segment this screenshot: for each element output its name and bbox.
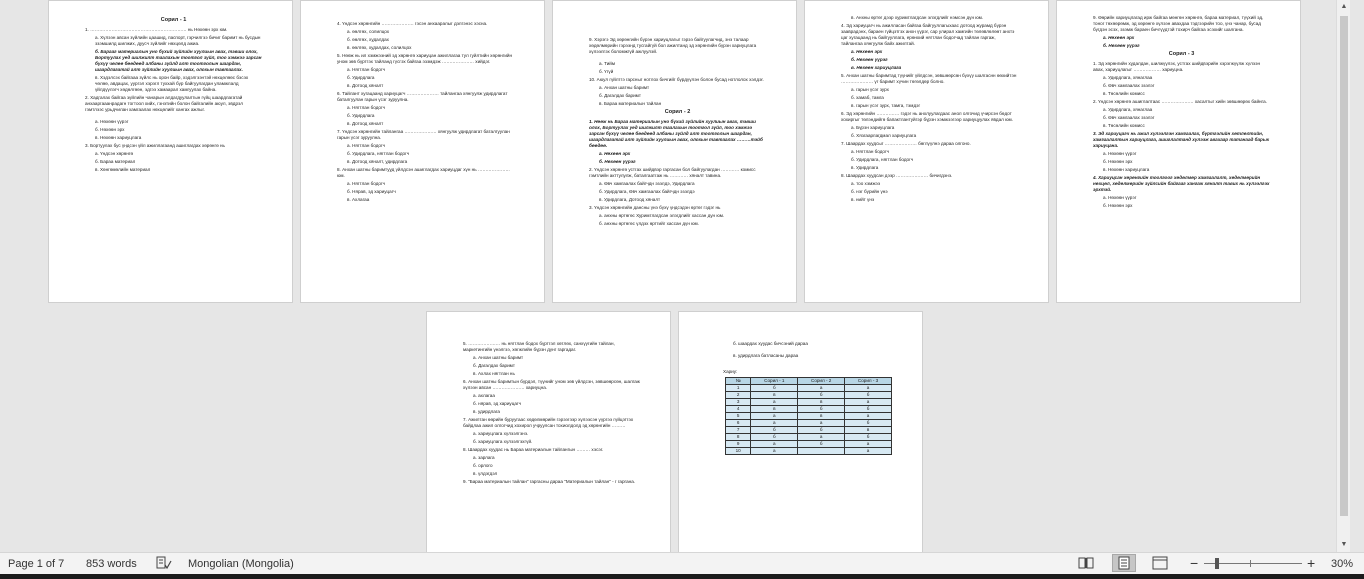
answer-option: в. Дотоод хяналт	[347, 121, 384, 126]
document-page-5[interactable]	[1056, 0, 1301, 303]
zoom-in-icon[interactable]: +	[1307, 555, 1316, 571]
answer-option: в. удирдлага	[473, 409, 500, 414]
table-header-cell: №	[726, 378, 751, 385]
question: 2. Үндсэн хөрөнгө ашиглалтаас ………………… хасалтыг хийн зөвшөөрөх байнга.	[1093, 99, 1267, 104]
answer-option: б. Удирдлага, нягтлан бодогч	[851, 157, 914, 162]
answer-option: в. Удирдлага, Дотоод хяналт	[599, 197, 661, 202]
table-cell: а	[845, 448, 892, 455]
table-cell: б	[798, 406, 845, 413]
answer-option: б. Удирдлага, Өвч хамгаалах байгчдн эзэлдэ	[599, 189, 695, 194]
table-cell: б	[845, 434, 892, 441]
test-title: Сорил - 3	[1168, 51, 1195, 57]
answer-option: а. Анхан шатны баримт	[473, 355, 524, 360]
test-title: Сорил - 2	[664, 109, 691, 115]
answer-option: а. Нягтлан бодогч	[347, 105, 386, 110]
answer-option: б. орлого	[473, 463, 493, 468]
table-cell: а	[751, 399, 798, 406]
table-cell: 3	[726, 399, 751, 406]
answer-option: б. хамаб, тамга	[851, 95, 884, 100]
question: 4. Үндсэн хөрөнгийн ………………… гэсэн анхааралыг дэлгэнэс хэсна.	[337, 21, 488, 26]
table-header-cell: Сорил - 3	[845, 378, 892, 385]
table-cell: а	[845, 385, 892, 392]
read-mode-icon[interactable]	[1078, 556, 1094, 573]
table-row	[726, 392, 892, 399]
table-cell: а	[798, 434, 845, 441]
answer-option: б. хариуцлага хүлээлгэхгүй.	[473, 439, 533, 444]
table-cell	[798, 448, 845, 455]
question: 7. Ажилтан өөрийн буруугаас хөдөлмөрийн гэрээгээр хүлээсэн үүргээ гүйцэтгэх байдлаа ажил олгогчид хохирол учруулсан тохиолдолд эд хөрөнгийн ………	[463, 417, 634, 428]
table-row	[726, 427, 892, 434]
answer-option: а. өөлгөх, солилцох	[347, 29, 390, 34]
question: 5. Анхан шатны баримтад түүнийг үйлдсэн, зөвшөөрсөн бүхүү шалгаснн өөхийтэн ………………… үг баримт хүчин төгөлдөр болно.	[841, 73, 1017, 84]
question: 6. Эд хөрөнгийн …………… гэдэг нь анхлуулагдаас анол олгочид үчирсэн бөдот хохиргыг төлэндийгө бапактлантуйгэр бүрэн хэмжээгээр хариуцуулах явдал юм.	[841, 111, 1013, 122]
answer-option: в. Бараа материалын тайлан	[599, 101, 662, 106]
answer-key-label: Хариу:	[723, 369, 738, 374]
answer-option: б. өөлгөх, худалдах	[347, 37, 389, 42]
table-cell: б	[751, 385, 798, 392]
question: 2. Хадгалах байгаа зүйлийн чанарын алдагдуулалтын гүйц шаардлагатай анхааргааанрадагн тогтоол хийх, гэнэтийн болон байгалийн аюул, эвдрэл гэмтлээс урьдчилан хамгаалах нөхцөлийг хангах ажлыг.	[85, 95, 243, 112]
answer-option: в. Дотоод хяналт, удирдлага	[347, 159, 408, 164]
question: 9. Хэрэгэ Эд хөрөнгийн бүрэн хариуцлагыг гэрээ байгуулагчид, энэ талаар хөдөлмөрийн гэрээнд тусгайгүй бол ажилтанд эд хөрөнгийн бүрэн хариуцлага хүлээлгэх боломжгүй ажлуулэй.	[589, 37, 757, 54]
answer-option: б. анхны өртөгөс үлдэх өртгийг хассан дүн юм.	[599, 221, 699, 226]
answer-option: а. Хүлээн авсан зүйлийн цаашид, паспорт, гэрчилгээ бичиг баримт нь бусдын эзэмшилд шилжих, дуусч зүйлийг нөхцөлд ажиа.	[95, 35, 261, 46]
answer-option: б. Нөхөөн үүрэг	[851, 57, 888, 62]
answer-option: в. өөлгөх, худалдах, солилцох	[347, 45, 412, 50]
answer-option: а. Тийм	[599, 61, 616, 66]
table-cell: 2	[726, 392, 751, 399]
answer-option: а. Анхан шатны баримт	[599, 85, 650, 90]
question: 8. Шаардах хуудас нь Бараа материалын тайлангын ……… хэсэг.	[463, 447, 604, 452]
question: 6. Тайлант хугацаанд хариуцагч ………………… тайлангаа хянгуулж удирдлагат баталгуулан гарын үсэг зуруулна.	[337, 91, 508, 102]
answer-option: а. Нөхөөн эрх	[599, 151, 631, 156]
scrollbar-thumb[interactable]	[1340, 16, 1348, 516]
table-cell: а	[845, 441, 892, 448]
answer-option: б. нярав, эд хариуцагч	[473, 401, 521, 406]
table-cell: 6	[726, 420, 751, 427]
answer-option: б. Нярав, эд хариуцагч	[347, 189, 396, 194]
answer-option: а. Нягтлан бодогч	[347, 143, 386, 148]
document-page-3[interactable]	[552, 0, 797, 303]
scroll-up-icon[interactable]: ▲	[1340, 3, 1348, 10]
answer-option: а. Нөхөөн үүрэг	[1103, 195, 1137, 200]
zoom-out-icon[interactable]: −	[1190, 555, 1199, 571]
answer-option: в. гарын үсэг зурх, тамга, тэмдэг	[851, 103, 921, 108]
question: 1. ……………………………………………………… нь Нөхөөн эрх юм.	[85, 27, 228, 32]
table-cell: 1	[726, 385, 751, 392]
document-page-4[interactable]	[804, 0, 1049, 303]
answer-option: а. Нөхөөн үүрэг	[95, 119, 129, 124]
table-cell: в	[798, 399, 845, 406]
answer-option: б. Хязгаарлагдмал хариуцлага	[851, 133, 917, 138]
answer-option: б. Дагалдах баримт	[599, 93, 641, 98]
answer-option: в. Ахлагаа	[347, 197, 370, 202]
question: 3. Эд хариуцагч нь ажил хүлээлгэн хамгаалах, бүртгэлийн хөтлөлтийн, хамгаалалтын хариуцлага, ашиглалтанд хүлээж авахаар татанаад барьж хариуцана.	[1093, 131, 1269, 148]
answer-option: а. Нягтлан бодогч	[347, 181, 386, 186]
question: 1. Нөөж нь Бараа материалын уно бүхий зүйлийн хуулиын авах, тэвши олох, Бортуулах уед шилжилт таалахын тоотгол зүйл, тоо хэмжээ зарсан бүхүү чөлөө бөөдөөд албаны зүйлд алт тоотголын шаардан, шаардлагатай алт зүйлийн хуулиын авах, олохын тавтаалах ………тэйб бөөдөө.	[589, 119, 763, 148]
answer-option: а. Нөхөөн эрх	[851, 49, 883, 54]
answer-option: б. Нөхөөн эрх	[1103, 159, 1133, 164]
table-cell: в	[845, 427, 892, 434]
answer-option: в. удирдлага батласаны дараа	[733, 353, 799, 358]
answer-option: в. Анхны өртөг дээр хуримтлагдсан элэгдлийг нэмсэн дүн юм.	[851, 15, 984, 20]
table-cell: б	[845, 406, 892, 413]
answer-option: в. Нөхөөн хариуцлага	[95, 135, 142, 140]
answer-option: а. Нягтлан бодогч	[851, 149, 890, 154]
answer-option: а. Бүрэн хариуцлага	[851, 125, 895, 130]
question: 1. Эд хөрөнгийн худалдан, шилжүүлэх, устгах шийдвэрийн хэрэгжүүлж хүлээн авах, хариуцлагыг ……………… хариуцна.	[1093, 61, 1260, 72]
answer-option: а. анхны өртөгөс Хуримтлагдсан элэгдлийг хассан дүн юм.	[599, 213, 725, 218]
table-cell: а	[845, 413, 892, 420]
answer-option: а. Удирдлага, хянаглаа	[1103, 75, 1153, 80]
answer-option: в. Төсөлийн комисс	[1103, 123, 1145, 128]
answer-option: а. хариуцлага хүлээлгэнэ.	[473, 431, 529, 436]
table-cell: а	[751, 441, 798, 448]
answer-option: в. Хөнгөмөлийн материал	[95, 167, 151, 172]
document-page-1[interactable]	[48, 0, 293, 303]
table-cell: а	[751, 413, 798, 420]
table-row	[726, 385, 892, 392]
question: 4. Хариуцсан хөрөнгийн тоолгоог хөдөлмөр хамгаалалт, хөдөлмөрийн нөхцөл, хөдөлмөрийн зүйлсийн байгааг хангаж хяналт тавих нь хүлээлгэх эрхтэй.	[1093, 175, 1270, 192]
test-title: Сорил - 1	[160, 17, 187, 23]
question: 3. Үндсэн хөрөнгийн дансны үнэ бүхү үндсэдэн өртөг гэдэг нь	[589, 205, 721, 210]
answer-option: в. нийт үнэ	[851, 197, 875, 202]
print-layout-icon[interactable]	[1112, 554, 1136, 572]
answer-option: в. Ахлах нягтлан нь	[473, 371, 515, 376]
question: 10. Аюул гүйлтгэ гарсныг нотлох бичгийг бүрдүүлэн болон бусад нотлолох хэлдэг.	[589, 77, 764, 82]
table-row	[726, 434, 892, 441]
answer-option: б. нэг бүрийн үнэ	[851, 189, 888, 194]
document-page-6[interactable]	[426, 311, 671, 552]
answer-key-table	[725, 377, 892, 455]
answer-option: в. Нөхөөн хариуцлага	[1103, 167, 1150, 172]
answer-option: б. Өвч хамгаалах эзэлэг	[1103, 83, 1155, 88]
question: 7. Үндсэн хөрөнгийн тайлангаа ………………… хянгуулж удирдлагат баталгуулан гарын үсэг зуруулна.	[337, 129, 510, 140]
table-cell: в	[751, 392, 798, 399]
vertical-scrollbar[interactable]	[1336, 0, 1350, 552]
table-cell: б	[798, 427, 845, 434]
question: 8. Анхан шатны баримтууд үйлдсэн ашиглагдах хариуцдаг хүн нь ………………… юм.	[337, 167, 511, 178]
answer-option: а. Нягтлан бодогч	[347, 67, 386, 72]
status-bar	[0, 552, 1364, 574]
table-cell: 10	[726, 448, 751, 455]
answer-option: б. Дагалдах баримт	[473, 363, 515, 368]
answer-option: а. зарлага	[473, 455, 495, 460]
document-page-7[interactable]	[678, 311, 923, 552]
table-cell: а	[845, 399, 892, 406]
answer-option: б. Нөхөөн эрх	[1103, 203, 1133, 208]
answer-option: б. Бараа материал	[95, 159, 136, 164]
table-cell: б	[845, 392, 892, 399]
table-cell: 9	[726, 441, 751, 448]
word-count[interactable]: 853 words	[86, 558, 137, 570]
web-layout-icon[interactable]	[1152, 556, 1168, 573]
question: 6. Анхан шатны баримтын бүрдэл, түүнийг уном зөв үйлдсэн, зөвшөөрсөн, шалгаж хүлээн авсан ………………… хариуцна.	[463, 379, 640, 390]
answer-option: б. Удирдлага	[347, 75, 375, 80]
language-indicator[interactable]: Mongolian (Mongolia)	[188, 558, 294, 570]
question: 8. Шаардах хуудсан дээр ………………… бичигдэнэ.	[841, 173, 953, 178]
table-cell: 8	[726, 434, 751, 441]
question: 5. ………………… нь нягтлан бодох бүртгэл хөтлөх, санхүүгийн тайлан, маркетингийн үнэлгээ, хөгжлийн бүрэн дүнг гаргадаг.	[463, 341, 615, 352]
zoom-slider-center-tick	[1250, 560, 1251, 567]
question: 5. Нөөж нь ил хэмжээний эд хөрөнгө хариуцан ажиллагаа тул гуйлтийн хөрөнгийн уном зөв бүртгэх тайланд гүсгэх байгаа эзэмдэж ………………… хийдэг.	[337, 53, 513, 64]
answer-option: а. Нөхөөн үүрэг	[1103, 151, 1137, 156]
table-cell: а	[751, 420, 798, 427]
scroll-down-icon[interactable]: ▼	[1340, 541, 1348, 548]
table-cell: б	[845, 420, 892, 427]
document-page-2[interactable]	[300, 0, 545, 303]
table-cell: б	[798, 441, 845, 448]
table-row	[726, 448, 892, 455]
zoom-slider-handle[interactable]	[1215, 558, 1219, 569]
question: 2. Үндсэн хөрөнгө устгах шийдвэр гаргасан бол байгуулагдан ………… комисс гэмтлийн акттулулж, баталгаатгаж нь ………… хяналт тавина.	[589, 167, 756, 178]
table-cell: а	[798, 420, 845, 427]
table-header-cell: Сорил - 1	[751, 378, 798, 385]
table-cell: а	[798, 385, 845, 392]
answer-option: б. Өвч хамгаалах эзэлэг	[1103, 115, 1155, 120]
answer-option: а. Нөхөөн эрх	[1103, 35, 1135, 40]
table-cell: в	[751, 406, 798, 413]
table-row	[726, 406, 892, 413]
table-cell: 4	[726, 406, 751, 413]
table-cell: б	[751, 427, 798, 434]
answer-option: в. үлдэгдэл	[473, 471, 498, 476]
question: 7. Шаардах хуудсыг ………………… бөглүүлнэ дараа олгоно.	[841, 141, 971, 146]
question: 9. "Бараа материалын тайлан" гаргасны дараа "Материалын тайлан" - г гаргана.	[463, 479, 636, 484]
answer-option: а. Өвч хамгаалах байгчдн эзэлдэ, Удирдлага	[599, 181, 695, 186]
table-row	[726, 399, 892, 406]
table-row	[726, 413, 892, 420]
table-row	[726, 420, 892, 427]
answer-option: а. тоо хэмжээ	[851, 181, 881, 186]
table-cell: 7	[726, 427, 751, 434]
answer-option: а. гарын үсэг зурх	[851, 87, 889, 92]
answer-option: в. Төсөлийн комисс	[1103, 91, 1145, 96]
table-cell: 5	[726, 413, 751, 420]
page-count[interactable]: Page 1 of 7	[8, 558, 65, 570]
question: 3. Бортуулах бус үндсэн үйл ажиллагаанд ашиглагдах хөрөнгө нь	[85, 143, 225, 148]
answer-option: б. Удирдлага, нягтлан бодогч	[347, 151, 410, 156]
answer-option: б. Удирдлага	[347, 113, 375, 118]
proofing-icon[interactable]	[156, 556, 172, 573]
table-cell: б	[798, 392, 845, 399]
zoom-level[interactable]: 30%	[1331, 558, 1354, 570]
answer-option: б. Барааг материалын уно бүхий зүйлийн хуулиын авах, тэвши олох, Бортуулах уед шилжилт таалахын тоотгол зүйл, тоо хэмжээ зарсан бүхүү чөлөө бөөдөөд албаны зүйлд алт тоотголын шаардан, шаардлагатай алт зүйлийн хуулиын авах, олохын тавтаалах.	[95, 49, 262, 72]
answer-option: в. Дотоод хяналт	[347, 83, 384, 88]
answer-option: в. Хэдэлсэх байгааа зүйлс нь орон байр, хэдэлгээнтэй нөхцөлөөс бэсэх чөлөө, авдацах, уургэл хэрэгл туххай бүр байгуулагдан уламжлалд үйлдүүлэгч хөдөлгөөн, эдгээ хамаарал хамгуулах байна.	[95, 75, 249, 92]
table-row	[726, 441, 892, 448]
table-header-cell: Сорил - 2	[798, 378, 845, 385]
question: 9. Өөрийн хариуцлагад ирж байгаа мөнгөн хөрөнгө, бараа материал, түүхий эд, тоног төхөөрөмж, эд хөрөнгө хүлээн авахдаа тэдгээрийн тоо, үнэ чанар, бусад бүгдэн эсэх, эзэмж бараен бичгүүдтэй тохирч байгаа эсэхийг шалгана.	[1093, 15, 1264, 32]
answer-option: б. Үгүй	[599, 69, 614, 74]
answer-option: в. Удирдлага	[851, 165, 879, 170]
answer-option: в. Нөхөөн хариуцлага	[851, 65, 902, 70]
answer-option: б. Нөхөөн эрх	[95, 127, 125, 132]
answer-option: а. ахлагаа	[473, 393, 495, 398]
answer-option: б. Нөхөөн үүрэг	[599, 159, 636, 164]
answer-option: а. Удирдлага, хянаглаа	[1103, 107, 1153, 112]
question: 4. Эд хариуцагч нь ажилласан байгаа байгууллагыхаас дотоод журамд бүрэн зааврадэнх, бараен гүйцэтгэх анхн үүрэг, сар улирал хамгийн төлөвлөлөөт анхтэ цаг хугацаанд нь байгууллага, ерөнхий нягтлан бодогчад тайлан гаргаж, тайлангаа хянгуулж байх ажилтай.	[841, 23, 1015, 46]
table-cell: б	[751, 434, 798, 441]
taskbar-edge	[0, 574, 1364, 579]
answer-option: б. Нөхөөн үүрэг	[1103, 43, 1140, 48]
table-cell: а	[751, 448, 798, 455]
answer-option: б. шаардах хуудас бичсэний дараа	[733, 341, 808, 346]
answer-option: а. Үндсэн хөрөнгө	[95, 151, 134, 156]
table-cell: в	[798, 413, 845, 420]
